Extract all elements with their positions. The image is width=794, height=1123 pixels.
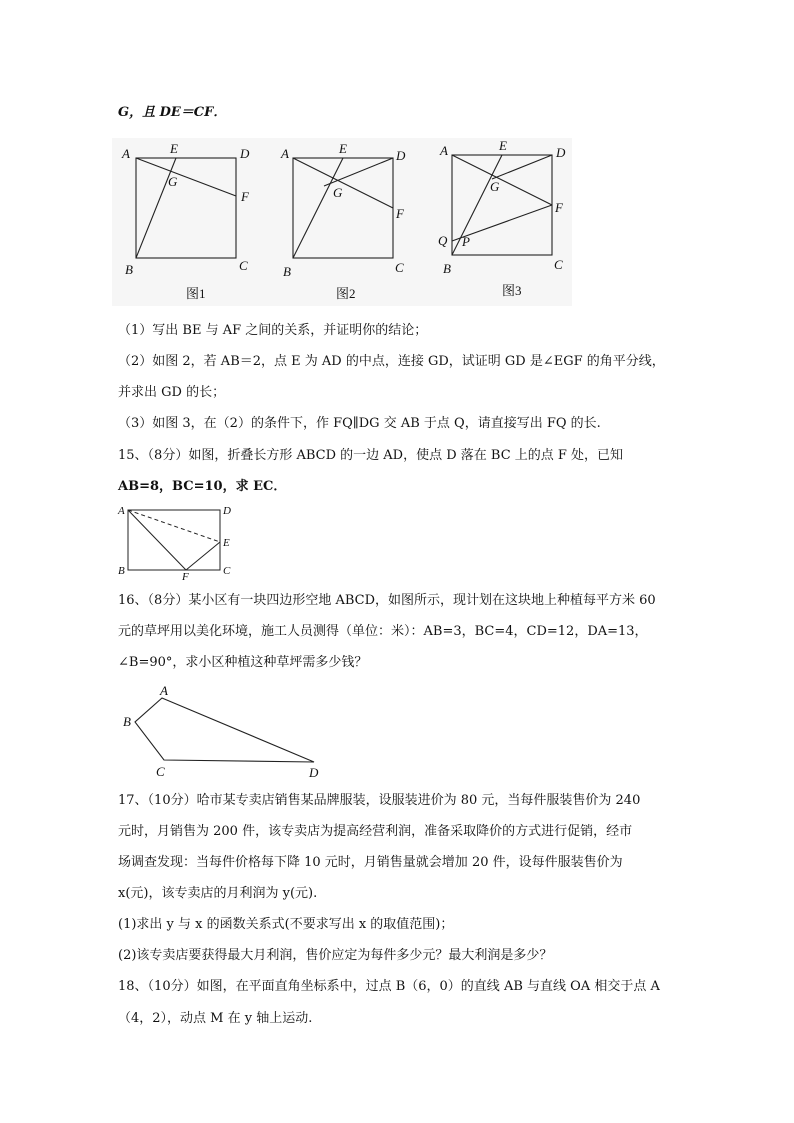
fig2-label-E: E	[339, 141, 347, 156]
fig1-label-E: E	[170, 141, 178, 156]
fig3-label-F: F	[555, 200, 563, 215]
q15-label-E: E	[223, 537, 230, 549]
fig2-label-C: C	[395, 260, 404, 275]
intro-line: G，且 DE＝CF．	[118, 105, 227, 120]
q14-part2b: 并求出 GD 的长；	[118, 385, 226, 400]
q16-label-C: C	[156, 764, 165, 779]
fig2-caption: 图2	[336, 286, 356, 301]
fig2-label-F: F	[396, 206, 404, 221]
q18-line2: （4，2），动点 M 在 y 轴上运动.	[118, 1011, 313, 1026]
q15-label-F: F	[182, 571, 189, 580]
figure-q16	[118, 682, 338, 782]
q17-line4: x(元)，该专卖店的月利润为 y(元).	[118, 886, 318, 901]
fig3-label-A: A	[440, 143, 448, 158]
q15-label-B: B	[118, 565, 125, 577]
q17-part2: (2)该专卖店要获得最大月利润，售价应定为每件多少元？最大利润是多少？	[118, 948, 553, 963]
q16-line1: 16、（8分）某小区有一块四边形空地 ABCD，如图所示，现计划在这块地上种植每平方米 60	[118, 593, 656, 608]
fig1-label-B: B	[125, 262, 133, 277]
figure-row-q14	[0, 0, 794, 310]
fig2-label-B: B	[283, 264, 291, 279]
fig3-label-B: B	[443, 261, 451, 276]
fig3-label-G: G	[490, 179, 500, 194]
fig3-label-D: D	[556, 145, 566, 160]
q16-label-A: A	[160, 683, 168, 698]
q17-part1: (1)求出 y 与 x 的函数关系式(不要求写出 x 的取值范围)；	[118, 917, 454, 932]
fig3-label-C: C	[554, 257, 563, 272]
q18-line1: 18、（10分）如图，在平面直角坐标系中，过点 B（6，0）的直线 AB 与直线 OA 相交于点 A	[118, 979, 660, 994]
q17-line3: 场调查发现：当每件价格每下降 10 元时，月销售量就会增加 20 件，设每件服装售价为	[118, 855, 623, 870]
fig3-label-Q: Q	[438, 233, 448, 248]
figure-q15	[112, 500, 352, 580]
q15-line2: AB=8，BC=10，求 EC．	[118, 479, 287, 494]
fig3-label-P: P	[462, 234, 470, 249]
fig2-label-D: D	[396, 148, 406, 163]
fig2-label-A: A	[281, 146, 289, 161]
q16-line2: 元的草坪用以美化环境，施工人员测得（单位：米）：AB=3，BC=4，CD=12，DA=13，	[118, 624, 648, 639]
fig3-label-E: E	[499, 138, 507, 153]
fig1-label-F: F	[241, 189, 249, 204]
q15-label-C: C	[223, 565, 231, 577]
fig1-label-D: D	[240, 146, 250, 161]
fig3-caption: 图3	[502, 283, 522, 298]
q17-line2: 元时，月销售为 200 件，该专卖店为提高经营利润，准备采取降价的方式进行促销，经市	[118, 824, 633, 839]
q16-label-B: B	[123, 714, 131, 729]
fig2-label-G: G	[333, 185, 343, 200]
q15-label-A: A	[118, 505, 125, 517]
q14-part3: （3）如图 3，在（2）的条件下，作 FQ∥DG 交 AB 于点 Q，请直接写出 FQ 的长.	[118, 416, 601, 431]
fig1-caption: 图1	[186, 286, 206, 301]
q16-line3: ∠B=90°，求小区种植这种草坪需多少钱？	[118, 655, 368, 670]
fig1-label-G: G	[168, 174, 178, 189]
fig1-label-A: A	[122, 146, 130, 161]
figure-background	[112, 138, 572, 306]
q14-part1: （1）写出 BE 与 AF 之间的关系，并证明你的结论；	[118, 323, 428, 338]
q17-line1: 17、（10分）哈市某专卖店销售某品牌服装，设服装进价为 80 元，当每件服装售价为 240	[118, 793, 641, 808]
q15-line1: 15、（8分）如图，折叠长方形 ABCD 的一边 AD，使点 D 落在 BC 上的点 F 处，已知	[118, 448, 624, 463]
q15-label-D: D	[223, 505, 231, 517]
fig1-label-C: C	[239, 258, 248, 273]
q16-label-D: D	[309, 765, 319, 780]
q14-part2a: （2）如图 2，若 AB＝2，点 E 为 AD 的中点，连接 GD，试证明 GD 是∠EGF 的角平分线，	[118, 354, 665, 369]
